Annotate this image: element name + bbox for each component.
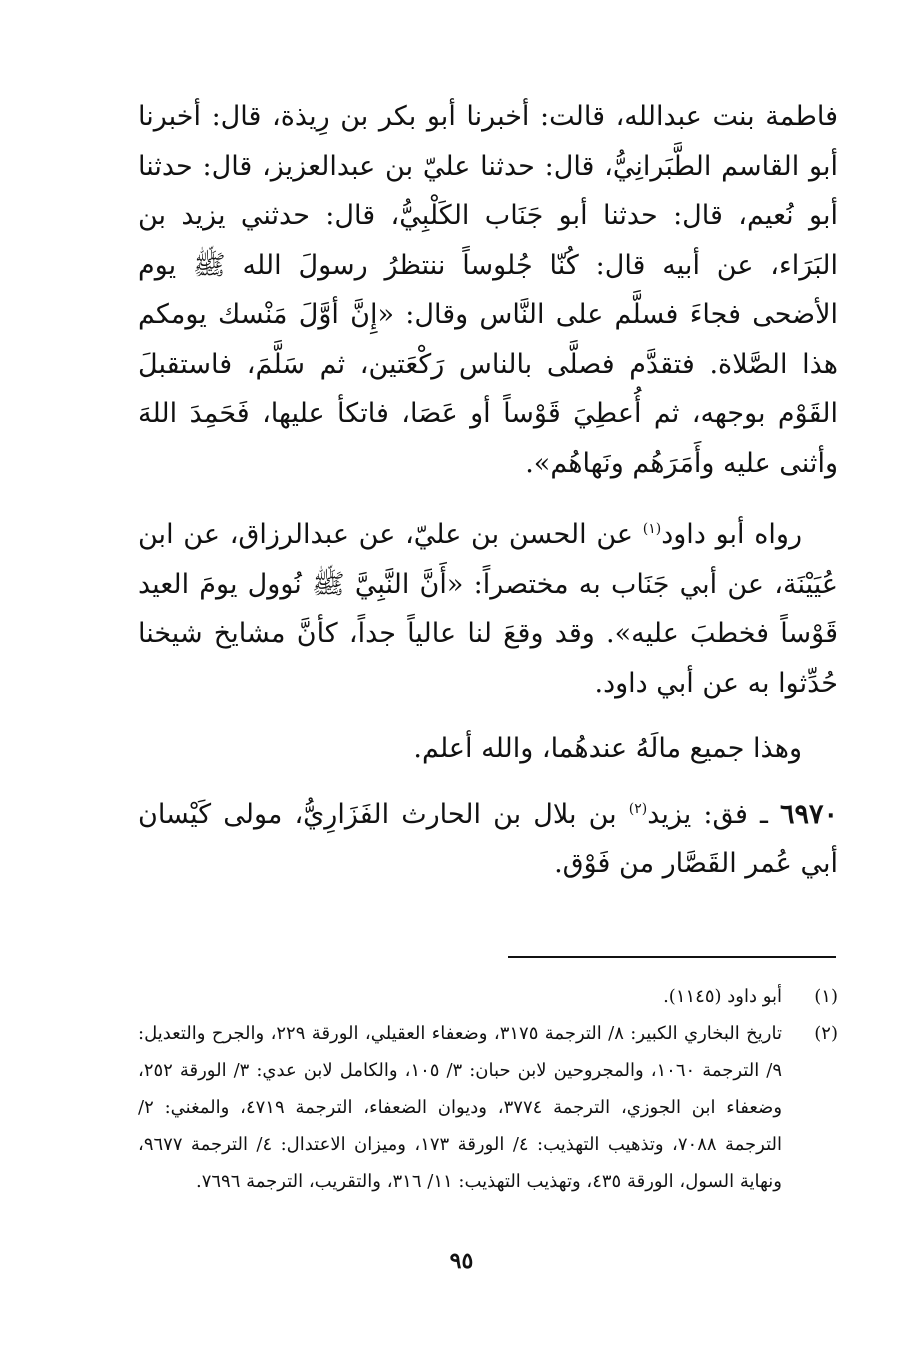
footnote-1: [138, 978, 838, 1015]
narration-text-start: رواه أبو داود: [661, 519, 802, 550]
footnote-ref-1[interactable]: (١): [642, 521, 662, 537]
footnote-marker: (٢): [814, 1023, 838, 1044]
paragraph-hadith-chain: فاطمة بنت عبدالله، قالت: أخبرنا أبو بكر بن رِيذة، قال: أخبرنا أبو القاسم الطَّبَرانِيُّ، قال: حدثنا عليّ بن عبدالعزيز، قال: حدثنا أبو نُعيم، قال: حدثنا أبو جَنَاب الكَلْبِيُّ، قال: حدثني يزيد بن البَرَاء، عن أبيه قال: كُنّا جُلوساً ننتظرُ رسولَ الله ﷺ يوم الأضحى فجاءَ فسلَّم على النَّاس وقال: «إِنَّ أوَّلَ مَنْسك يومكم هذا الصَّلاة. فتقدَّم فصلَّى بالناس رَكْعَتين، ثم سَلَّمَ، فاستقبلَ القَوْم بوجهه، ثم أُعطِيَ قَوْساً أو عَصَا، فاتكأ عليها، فَحَمِدَ اللهَ وأثنى عليه وأَمَرَهُم ونَهاهُم».: [138, 101, 838, 479]
entry-text-start: ـ فق: يزيد: [647, 798, 780, 830]
footnote-text: أبو داود (١١٤٥).: [663, 986, 782, 1007]
main-text: [138, 92, 838, 889]
footnote-ref-2[interactable]: (٢): [628, 800, 648, 817]
narration-text-rest: عن الحسن بن عليّ، عن عبدالرزاق، عن ابن عُيَيْنَة، عن أبي جَنَاب به مختصراً: «أَنَّ النَّبِيَّ ﷺ نُوول يومَ العيد قَوْساً فخطبَ عليه». وقد وقعَ لنا عالياً جداً، كأنَّ مشايخ شيخنا حُدِّثوا به عن أبي داود.: [138, 519, 838, 699]
paragraph-closing: وهذا جميع مالَهُ عندهُما، والله أعلم.: [413, 733, 802, 764]
biography-entry: [138, 790, 838, 889]
entry-number: ٦٩٧٠: [779, 798, 838, 830]
paragraph-narration: [138, 510, 838, 708]
footnotes: [138, 978, 838, 1200]
page-number: ٩٥: [449, 1248, 474, 1274]
footnote-separator: [508, 956, 836, 958]
entry-text-rest: بن بلال بن الحارث الفَزَارِيُّ، مولى كَيْسان أبي عُمر القَصَّار من فَوْق.: [138, 798, 838, 879]
footnote-2: [138, 1015, 838, 1200]
footnote-marker: (١): [814, 986, 838, 1007]
footnote-text: تاريخ البخاري الكبير: ٨/ الترجمة ٣١٧٥، وضعفاء العقيلي، الورقة ٢٢٩، والجرح والتعديل: ٩/ الترجمة ١٠٦٠، والمجروحين لابن حبان: ٣/ ١٠٥، والكامل لابن عدي: ٣/ الورقة ٢٥٢، وضعفاء ابن الجوزي، الترجمة ٣٧٧٤، وديوان الضعفاء، الترجمة ٤٧١٩، والمغني: ٢/ الترجمة ٧٠٨٨، وتذهيب التهذيب: ٤/ الورقة ١٧٣، وميزان الاعتدال: ٤/ الترجمة ٩٦٧٧، ونهاية السول، الورقة ٤٣٥، وتهذيب التهذيب: ١١/ ٣١٦، والتقريب، الترجمة ٧٦٩٦.: [138, 1023, 783, 1192]
